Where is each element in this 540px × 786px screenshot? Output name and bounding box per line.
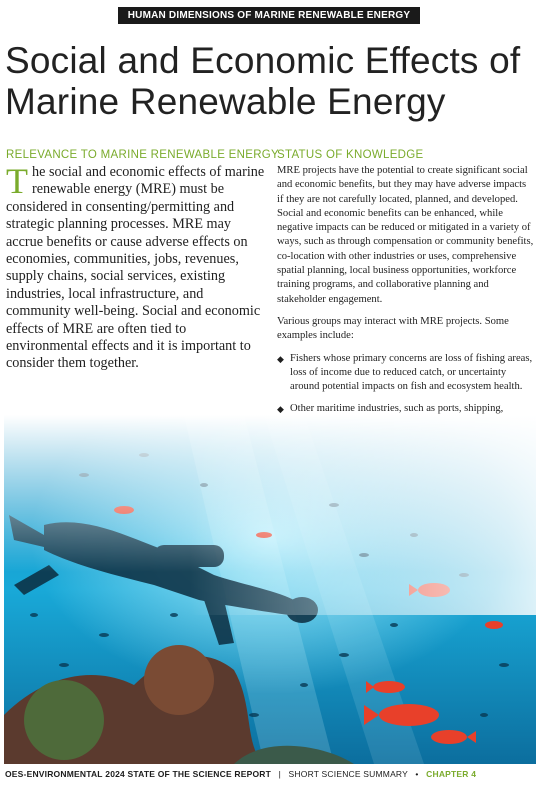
- status-paragraph-1: MRE projects have the potential to create significant social and economic benefits, but they may have adverse impacts if they are not carefully located, planned, and developed. Social and economic benefits can be enhanced, while negative impacts can be reduced or mitigated in a variety of ways, such as through compensation or community benefits, co-location with other industries or uses, comprehensive spatial planning, local business opportunities, workforce training programs, and collaborative planning and stakeholder engagement.: [277, 165, 534, 305]
- relevance-text: he social and economic effects of marine renewable energy (MRE) must be considered in consenting/permitting and strategic planning processes. MRE may accrue benefits or cause adverse effects on economies, communities, jobs, revenues, supply chains, social services, existing industries, local infrastructure, and community well-being. Social and economic effects of MRE are often tied to environmental effects and it is important to consider them together.: [6, 164, 265, 372]
- page-footer: [5, 767, 535, 781]
- list-item-text: Other maritime industries, such as ports, shipping,: [290, 403, 504, 415]
- footer-report: 2024 STATE OF THE SCIENCE REPORT: [105, 769, 271, 779]
- relevance-paragraph: [6, 161, 268, 373]
- relevance-heading: RELEVANCE TO MARINE RENEWABLE ENERGY: [6, 149, 280, 161]
- status-heading: STATUS OF KNOWLEDGE: [277, 149, 424, 161]
- footer-divider: |: [278, 769, 281, 779]
- list-item: [277, 352, 535, 395]
- drop-cap: T: [6, 161, 28, 201]
- footer-summary: SHORT SCIENCE SUMMARY: [288, 769, 408, 779]
- list-item-text: Fishers whose primary concerns are loss of fishing areas, loss of income due to reduced catch, or uncertainty around potential impacts on fish and ecosystem health.: [290, 352, 533, 393]
- footer-org: OES-ENVIRONMENTAL: [5, 769, 103, 779]
- footer-dot: •: [415, 769, 419, 779]
- page-title: Social and Economic Effects of Marine Renewable Energy: [5, 40, 521, 122]
- diamond-bullet-icon: ◆: [277, 404, 284, 415]
- section-banner: HUMAN DIMENSIONS OF MARINE RENEWABLE ENERGY: [118, 7, 420, 24]
- diver-ocean-photo: [4, 415, 536, 764]
- diamond-bullet-icon: ◆: [277, 353, 284, 364]
- ocean-illustration: [4, 415, 536, 764]
- status-paragraph-2: Various groups may interact with MRE projects. Some examples include:: [277, 315, 509, 342]
- footer-chapter: CHAPTER 4: [426, 769, 477, 779]
